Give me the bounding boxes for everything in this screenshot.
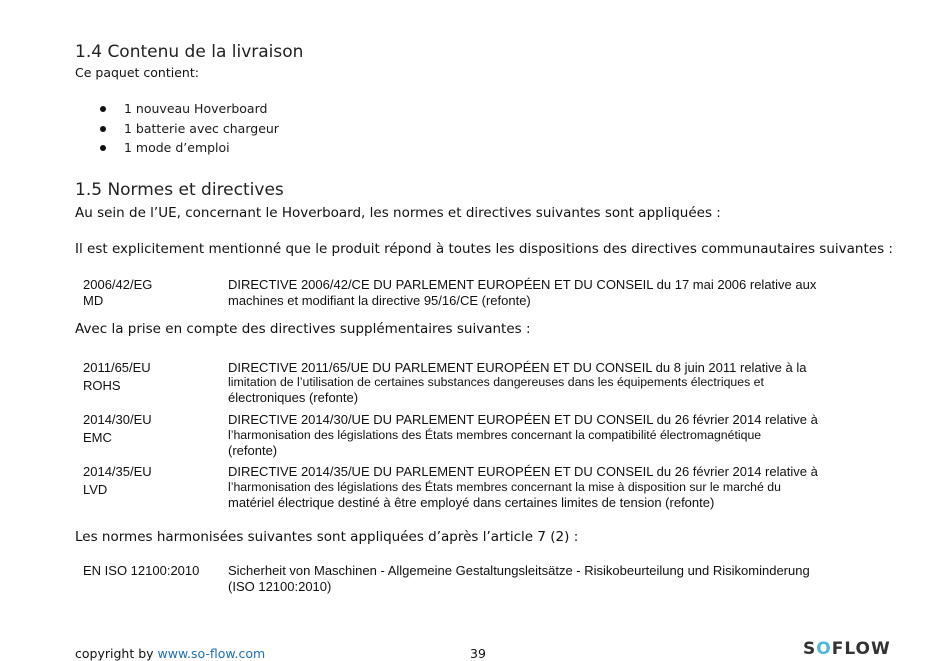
delivery-contents-list — [100, 101, 279, 160]
directive-line: DIRECTIVE 2014/35/UE DU PARLEMENT EUROPÉEN ET DU CONSEIL du 26 février 2014 relative à — [228, 464, 818, 479]
list-item — [100, 101, 279, 121]
directive-abbrev: ROHS — [83, 378, 121, 393]
directive-line: limitation de l’utilisation de certaines substances dangereuses dans les équipements électriques et — [228, 375, 764, 389]
harmonised-intro: Les normes harmonisées suivantes sont appliquées d’après l’article 7 (2) : — [75, 529, 579, 545]
directive-line: machines et modifiant la directive 95/16/CE (refonte) — [228, 293, 531, 308]
footer-copyright — [75, 646, 265, 661]
directive-code: 2014/30/EU — [83, 412, 152, 427]
directive-code: 2006/42/EG — [83, 277, 153, 292]
bullet-icon — [100, 106, 106, 112]
directive-abbrev: LVD — [83, 482, 108, 497]
bullet-icon — [100, 145, 106, 151]
directive-code: 2011/65/EU — [83, 360, 151, 375]
page-number: 39 — [470, 646, 486, 661]
soflow-logo: SOFLOW — [803, 639, 891, 659]
standard-line: (ISO 12100:2010) — [228, 579, 332, 594]
section-1-4-title: 1.4 Contenu de la livraison — [75, 42, 304, 62]
compliance-statement: Il est explicitement mentionné que le produit répond à toutes les dispositions des directives communautaires suivantes : — [75, 241, 893, 257]
website-link[interactable]: www.so-flow.com — [157, 646, 266, 661]
supplementary-intro: Avec la prise en compte des directives supplémentaires suivantes : — [75, 321, 531, 337]
directive-line: DIRECTIVE 2006/42/CE DU PARLEMENT EUROPÉEN ET DU CONSEIL du 17 mai 2006 relative aux — [228, 277, 817, 292]
directive-line: DIRECTIVE 2011/65/UE DU PARLEMENT EUROPÉEN ET DU CONSEIL du 8 juin 2011 relative à la — [228, 360, 807, 375]
directive-code: 2014/35/EU — [83, 464, 152, 479]
list-item — [100, 121, 279, 141]
bullet-icon — [100, 126, 106, 132]
section-1-4-intro: Ce paquet contient: — [75, 65, 199, 80]
directive-abbrev: EMC — [83, 430, 112, 445]
list-item-text: 1 mode d’emploi — [124, 140, 230, 155]
directive-line: (refonte) — [228, 443, 278, 458]
directive-line: l’harmonisation des législations des États membres concernant la compatibilité électromagnétique — [228, 428, 762, 442]
standard-code: EN ISO 12100:2010 — [83, 563, 200, 578]
list-item-text: 1 nouveau Hoverboard — [124, 101, 268, 116]
standard-line: Sicherheit von Maschinen - Allgemeine Gestaltungsleitsätze - Risikobeurteilung und Risikominderung — [228, 563, 810, 578]
directive-line: matériel électrique destiné à être employé dans certaines limites de tension (refonte) — [228, 495, 715, 510]
list-item-text: 1 batterie avec chargeur — [124, 120, 279, 136]
section-1-5-intro: Au sein de l’UE, concernant le Hoverboard, les normes et directives suivantes sont appliquées : — [75, 205, 721, 221]
directive-line: électroniques (refonte) — [228, 390, 359, 405]
directive-line: l’harmonisation des législations des États membres concernant la mise à disposition sur le marché du — [228, 480, 781, 494]
copyright-text: copyright by — [75, 646, 158, 661]
section-1-5-title: 1.5 Normes et directives — [75, 180, 284, 200]
list-item — [100, 140, 279, 160]
directive-line: DIRECTIVE 2014/30/UE DU PARLEMENT EUROPÉEN ET DU CONSEIL du 26 février 2014 relative à — [228, 412, 818, 427]
directive-abbrev: MD — [83, 293, 104, 308]
